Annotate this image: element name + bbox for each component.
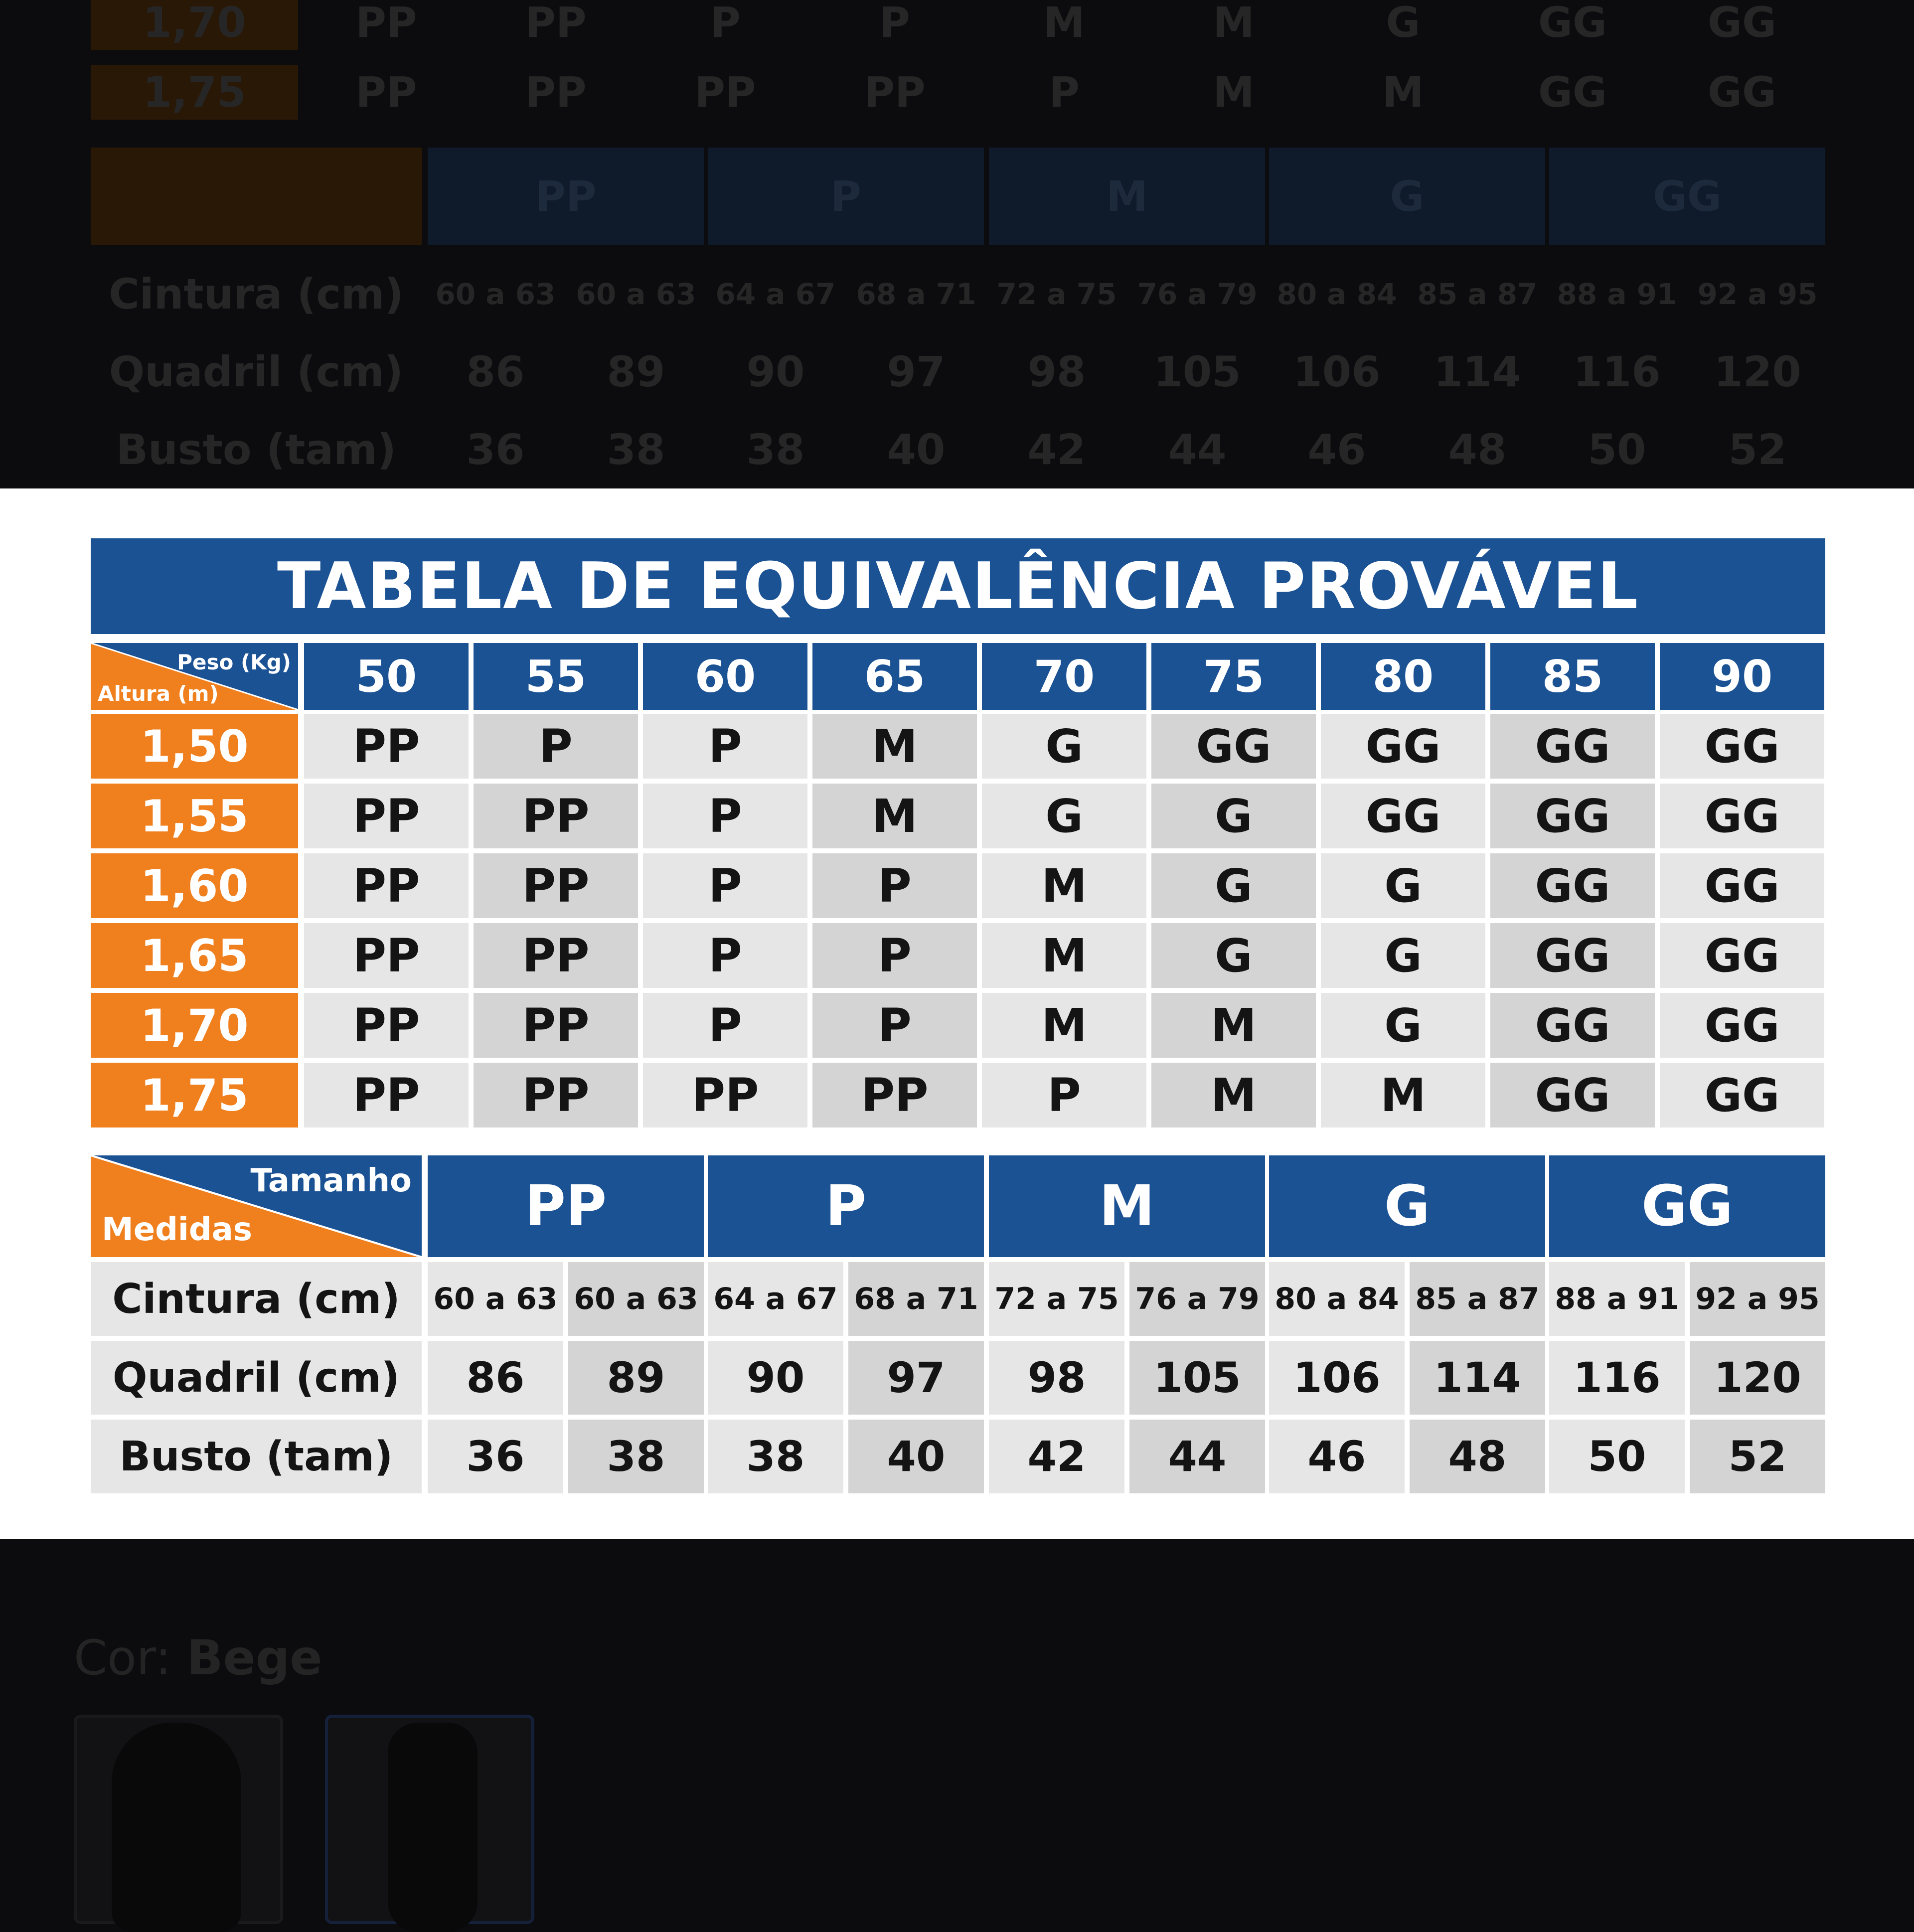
size-cell: M — [982, 993, 1146, 1058]
measure-cell: 120 — [1690, 1341, 1825, 1415]
height-row-header: 1,55 — [91, 784, 298, 848]
dim-size-header-cell: P — [708, 148, 984, 245]
dim-measure-row-label: Busto (tam) — [116, 425, 397, 474]
weight-header-cell: 80 — [1321, 643, 1485, 710]
size-cell: P — [812, 993, 977, 1058]
dim-measure-cell: 80 a 84 — [1276, 277, 1397, 311]
size-cell: GG — [1660, 714, 1824, 779]
dim-measure-row-label: Cintura (cm) — [109, 270, 404, 319]
size-cell: PP — [474, 853, 638, 918]
measure-cell: 88 a 91 — [1549, 1262, 1685, 1336]
measure-cell: 60 a 63 — [568, 1262, 704, 1336]
measure-cell: 64 a 67 — [708, 1262, 843, 1336]
size-cell: GG — [1490, 993, 1655, 1058]
dim-size-cell: PP — [864, 68, 926, 117]
measure-cell: 114 — [1410, 1341, 1545, 1415]
size-cell: GG — [1660, 923, 1824, 988]
size-cell: G — [1321, 993, 1485, 1058]
weight-header-cell: 75 — [1151, 643, 1316, 710]
measure-cell: 44 — [1129, 1420, 1265, 1493]
dim-measure-cell: 97 — [887, 347, 946, 396]
size-header-cell: PP — [428, 1155, 704, 1257]
dim-size-cell: P — [879, 0, 910, 47]
measure-row-label: Cintura (cm) — [91, 1262, 422, 1336]
measure-cell: 52 — [1690, 1420, 1825, 1493]
measure-cell: 46 — [1269, 1420, 1405, 1493]
measure-cell: 42 — [989, 1420, 1124, 1493]
measure-row-label: Busto (tam) — [91, 1420, 422, 1493]
size-header-cell: P — [708, 1155, 984, 1257]
size-cell: PP — [474, 923, 638, 988]
size-cell: GG — [1490, 923, 1655, 988]
dim-size-cell: P — [1049, 68, 1080, 117]
dim-measure-cell: 105 — [1153, 347, 1241, 396]
dim-measure-cell: 42 — [1027, 425, 1086, 474]
dim-measures-corner — [91, 148, 422, 245]
dim-measure-cell: 106 — [1293, 347, 1381, 396]
size-cell: M — [1151, 993, 1316, 1058]
size-cell: G — [1151, 784, 1316, 848]
measure-cell: 105 — [1129, 1341, 1265, 1415]
dim-size-cell: GG — [1708, 68, 1776, 117]
size-cell: P — [643, 993, 807, 1058]
height-row-header: 1,75 — [91, 1063, 298, 1127]
dim-measure-cell: 114 — [1434, 347, 1521, 396]
dim-size-header-cell: GG — [1549, 148, 1825, 245]
color-label: Cor: Bege — [74, 1630, 322, 1686]
dim-measure-cell: 90 — [746, 347, 805, 396]
dim-size-header-cell: M — [989, 148, 1265, 245]
weight-header-cell: 70 — [982, 643, 1146, 710]
dim-measure-cell: 46 — [1307, 425, 1366, 474]
size-cell: PP — [474, 1063, 638, 1127]
size-cell: PP — [474, 784, 638, 848]
dim-size-cell: M — [1043, 0, 1085, 47]
dim-size-header-cell: PP — [428, 148, 704, 245]
dim-height-row-header: 1,75 — [91, 65, 298, 120]
height-axis-label: Altura (m) — [98, 681, 219, 706]
size-cell: PP — [812, 1063, 977, 1127]
measure-cell: 36 — [428, 1420, 563, 1493]
dim-size-cell: PP — [525, 68, 587, 117]
weight-axis-label: Peso (Kg) — [177, 650, 291, 674]
dim-measure-cell: 86 — [466, 347, 525, 396]
dim-measure-cell: 60 a 63 — [435, 277, 556, 311]
dim-size-cell: GG — [1538, 0, 1607, 47]
size-cell: M — [812, 714, 977, 779]
measure-cell: 86 — [428, 1341, 563, 1415]
color-value: Bege — [186, 1630, 322, 1686]
size-cell: G — [1151, 853, 1316, 918]
measure-cell: 89 — [568, 1341, 704, 1415]
background-page — [0, 0, 1914, 488]
size-cell: GG — [1490, 714, 1655, 779]
size-cell: P — [643, 923, 807, 988]
dim-measure-cell: 116 — [1573, 347, 1661, 396]
size-cell: GG — [1490, 853, 1655, 918]
weight-height-corner — [91, 643, 298, 710]
size-cell: P — [474, 714, 638, 779]
size-cell: G — [1321, 923, 1485, 988]
size-cell: GG — [1660, 784, 1824, 848]
size-cell: PP — [304, 923, 469, 988]
dim-measure-cell: 48 — [1448, 425, 1507, 474]
dim-size-cell: M — [1213, 68, 1255, 117]
size-cell: PP — [304, 714, 469, 779]
dim-size-cell: GG — [1708, 0, 1776, 47]
height-row-header: 1,70 — [91, 993, 298, 1058]
size-cell: G — [982, 784, 1146, 848]
size-axis-label: Tamanho — [250, 1162, 412, 1199]
dim-measure-cell: 76 a 79 — [1137, 277, 1258, 311]
dim-measure-cell: 36 — [466, 425, 525, 474]
dim-size-cell: P — [710, 0, 741, 47]
dim-measure-cell: 89 — [607, 347, 665, 396]
size-cell: G — [982, 714, 1146, 779]
size-cell: M — [982, 923, 1146, 988]
measure-cell: 48 — [1410, 1420, 1545, 1493]
dim-size-cell: G — [1386, 0, 1421, 47]
dim-size-header-cell: G — [1269, 148, 1545, 245]
measure-row-label: Quadril (cm) — [91, 1341, 422, 1415]
size-cell: P — [643, 784, 807, 848]
dim-measure-cell: 44 — [1168, 425, 1227, 474]
measure-cell: 92 a 95 — [1690, 1262, 1825, 1336]
dim-measure-cell: 38 — [607, 425, 665, 474]
chart-title-bar — [91, 538, 1825, 634]
dim-size-cell: PP — [355, 68, 417, 117]
dim-size-cell: M — [1382, 68, 1424, 117]
dim-size-cell: M — [1213, 0, 1255, 47]
dim-measure-cell: 52 — [1728, 425, 1787, 474]
measure-cell: 97 — [848, 1341, 984, 1415]
size-cell: PP — [304, 853, 469, 918]
size-cell: G — [1151, 923, 1316, 988]
dim-measure-cell: 68 a 71 — [856, 277, 976, 311]
dim-measure-cell: 64 a 67 — [715, 277, 836, 311]
size-cell: GG — [1660, 853, 1824, 918]
size-header-cell: GG — [1549, 1155, 1825, 1257]
size-cell: PP — [304, 1063, 469, 1127]
size-cell: GG — [1321, 714, 1485, 779]
dim-measure-cell: 72 a 75 — [996, 277, 1117, 311]
height-row-header: 1,60 — [91, 853, 298, 918]
measure-cell: 38 — [568, 1420, 704, 1493]
size-cell: P — [812, 923, 977, 988]
height-row-header: 1,50 — [91, 714, 298, 779]
dim-measure-cell: 88 a 91 — [1557, 277, 1677, 311]
size-cell: GG — [1490, 784, 1655, 848]
dim-height-row-header: 1,70 — [91, 0, 298, 50]
product-thumbnail-1[interactable] — [74, 1715, 283, 1924]
weight-header-cell: 55 — [474, 643, 638, 710]
size-cell: M — [982, 853, 1146, 918]
size-cell: GG — [1151, 714, 1316, 779]
size-cell: P — [643, 714, 807, 779]
size-cell: GG — [1660, 993, 1824, 1058]
size-cell: GG — [1490, 1063, 1655, 1127]
size-cell: PP — [643, 1063, 807, 1127]
size-cell: PP — [474, 993, 638, 1058]
height-row-header: 1,65 — [91, 923, 298, 988]
measure-cell: 98 — [989, 1341, 1124, 1415]
measure-cell: 60 a 63 — [428, 1262, 563, 1336]
dim-measure-cell: 40 — [887, 425, 946, 474]
measures-axis-label: Medidas — [102, 1211, 252, 1248]
size-cell: P — [812, 853, 977, 918]
size-cell: GG — [1321, 784, 1485, 848]
dim-size-cell: PP — [355, 0, 417, 47]
dim-size-cell: GG — [1538, 68, 1607, 117]
dim-measure-cell: 38 — [746, 425, 805, 474]
dim-size-cell: PP — [525, 0, 587, 47]
size-cell: P — [643, 853, 807, 918]
measure-cell: 72 a 75 — [989, 1262, 1124, 1336]
measure-cell: 68 a 71 — [848, 1262, 984, 1336]
dim-size-cell: PP — [694, 68, 756, 117]
weight-header-cell: 90 — [1660, 643, 1824, 710]
size-cell: PP — [304, 993, 469, 1058]
size-cell: GG — [1660, 1063, 1824, 1127]
measures-corner — [91, 1155, 422, 1257]
measure-cell: 116 — [1549, 1341, 1685, 1415]
size-header-cell: M — [989, 1155, 1265, 1257]
dim-measure-cell: 120 — [1714, 347, 1801, 396]
measure-cell: 76 a 79 — [1129, 1262, 1265, 1336]
dim-measure-cell: 50 — [1588, 425, 1646, 474]
measure-cell: 85 a 87 — [1410, 1262, 1545, 1336]
dim-measure-cell: 60 a 63 — [576, 277, 696, 311]
measure-cell: 90 — [708, 1341, 843, 1415]
weight-header-cell: 65 — [812, 643, 977, 710]
product-thumbnail-2[interactable] — [325, 1715, 534, 1924]
measure-cell: 50 — [1549, 1420, 1685, 1493]
measure-cell: 106 — [1269, 1341, 1405, 1415]
size-cell: M — [1151, 1063, 1316, 1127]
weight-header-cell: 85 — [1490, 643, 1655, 710]
dim-measure-row-label: Quadril (cm) — [109, 347, 404, 396]
size-header-cell: G — [1269, 1155, 1545, 1257]
measure-cell: 40 — [848, 1420, 984, 1493]
measure-cell: 80 a 84 — [1269, 1262, 1405, 1336]
chart-title: TABELA DE EQUIVALÊNCIA PROVÁVEL — [91, 538, 1825, 634]
size-cell: G — [1321, 853, 1485, 918]
size-cell: P — [982, 1063, 1146, 1127]
dim-measure-cell: 92 a 95 — [1697, 277, 1818, 311]
dim-measure-cell: 85 a 87 — [1417, 277, 1538, 311]
measure-cell: 38 — [708, 1420, 843, 1493]
size-cell: M — [812, 784, 977, 848]
size-cell: PP — [304, 784, 469, 848]
dim-measure-cell: 98 — [1027, 347, 1086, 396]
weight-header-cell: 50 — [304, 643, 469, 710]
weight-header-cell: 60 — [643, 643, 807, 710]
size-cell: M — [1321, 1063, 1485, 1127]
